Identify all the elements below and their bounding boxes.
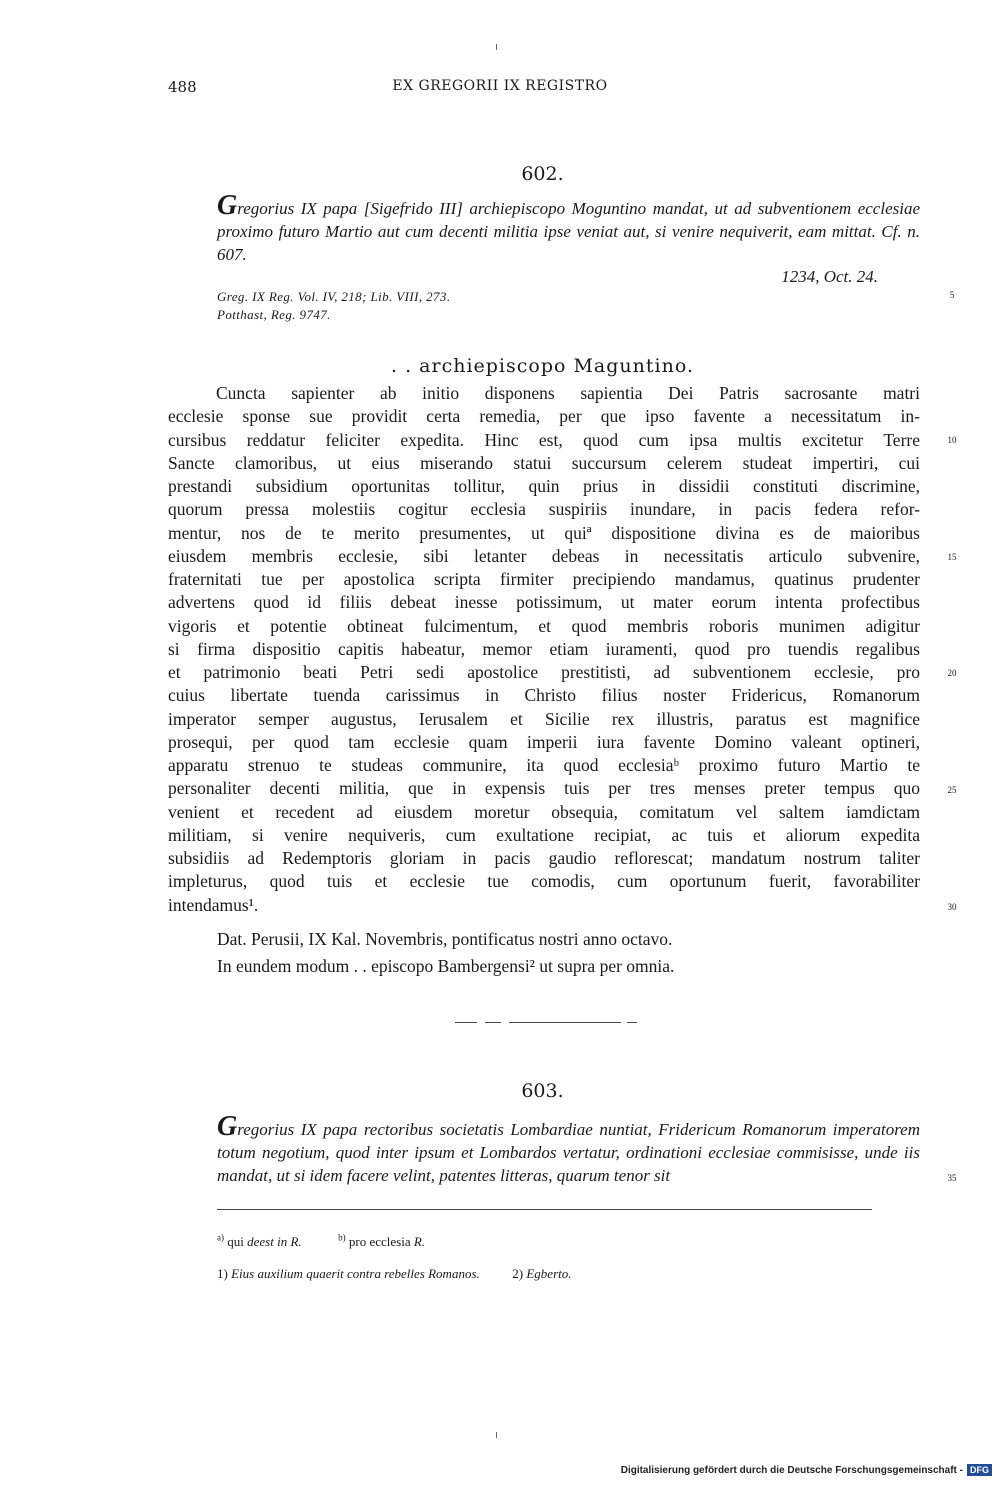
digitization-credit — [621, 1464, 992, 1476]
regest-initial: G — [217, 1111, 238, 1142]
regest-initial: G — [217, 190, 238, 221]
body-line: cuius libertate tuenda carissimus in Christo filius noster Fridericus, Romanorum — [168, 685, 920, 706]
body-line: et patrimonio beati Petri sedi apostolice prestitisti, ad subventionem ecclesie, pro — [168, 662, 920, 682]
line-number: 20 — [947, 668, 957, 678]
body-line: cursibus reddatur feliciter expedita. Hinc est, quod cum ipsa multis excitetur Terre — [168, 429, 920, 450]
body-line: militiam, si venire nequiveris, cum exultatione recipiat, ac tuis et aliorum expedita — [168, 824, 920, 845]
content-footnotes — [217, 1266, 572, 1282]
line-number: 5 — [949, 290, 955, 300]
page-tick-mark — [496, 44, 497, 50]
footnote-mark-a: a) — [217, 1232, 224, 1243]
line-number: 15 — [947, 552, 957, 562]
in-eundem-modum-clause: In eundem modum . . episcopo Bambergensi² ut supra per omnia. — [217, 956, 675, 976]
body-line: imperator semper augustus, Ierusalem et Sicilie rex illustris, paratus est magnifice — [168, 708, 920, 729]
page-tick-mark — [496, 1432, 497, 1438]
body-line: subsidiis ad Redemptoris gloriam in pacis gaudio reflorescat; mandatum nostrum taliter — [168, 848, 920, 868]
body-line: si firma dispositio capitis habeatur, memor etiam iuramenti, quod pro tuendis regalibus — [168, 638, 920, 659]
body-line: fraternitati tue per apostolica scripta firmiter precipiendo mandamus, quatinus prudenter — [168, 569, 920, 589]
body-line: intendamus¹. — [168, 894, 259, 915]
body-line: venient et recedent ad eiusdem moretur obsequia, comitatum vel saltem iamdictam — [168, 801, 920, 822]
body-line: prosequi, per quod tam ecclesie quam imperii iura favente Domino valeant optineri, — [168, 731, 920, 752]
dfg-logo: DFG — [967, 1464, 992, 1476]
footnote-b-note: R. — [413, 1234, 426, 1249]
body-line: apparatu strenuo te studeas communire, ita quod ecclesiaᵇ proximo futuro Martio te — [168, 755, 920, 775]
body-line: eiusdem membris ecclesie, sibi letanter debeas in necessitatis articulo subvenire, — [168, 545, 920, 566]
line-number: 10 — [947, 435, 957, 445]
body-line: prestandi subsidium oportunitas tollitur, quin prius in dissidii constituti discrimine, — [168, 476, 920, 496]
running-title: EX GREGORII IX REGISTRO — [392, 78, 608, 94]
document-date: 1234, Oct. 24. — [781, 267, 878, 286]
footnote-mark-b: b) — [338, 1232, 346, 1243]
document-number-603: 603. — [521, 1080, 564, 1102]
footnote-mark-1: 1) — [217, 1266, 228, 1281]
body-line: vigoris et potentie obtineat fulcimentum, et quod membris roboris munimen adigitur — [168, 615, 920, 636]
line-number: 30 — [947, 902, 957, 912]
document-number-602: 602. — [521, 163, 564, 185]
source-reference-1: Greg. IX Reg. Vol. IV, 218; Lib. VIII, 273. — [217, 289, 451, 304]
dating-clause: Dat. Perusii, IX Kal. Novembris, pontificatus nostri anno octavo. — [217, 929, 673, 949]
line-number: 35 — [947, 1173, 957, 1183]
body-line: Sancte clamoribus, ut eius miserando statui succursum celerem studeat impertiri, cui — [168, 452, 920, 473]
page-number: 488 — [168, 78, 197, 96]
textual-footnotes — [217, 1234, 425, 1250]
footnote-1-text: Eius auxilium quaerit contra rebelles Romanos. — [231, 1266, 480, 1281]
footnote-mark-2: 2) — [512, 1266, 524, 1281]
regest-text: regorius IX papa rectoribus societatis Lombardiae nuntiat, Fridericum Romanorum imperatorem totum negotium, quod inter ipsum et Lombardos vertatur, ordinationi ecclesiae commisisse, unde iis mandat, ut si idem facere velint, patentes litteras, quarum tenor sit — [217, 1120, 920, 1185]
regest-603 — [217, 1111, 920, 1187]
credit-text: Digitalisierung gefördert durch die Deutsche Forschungsgemeinschaft - — [620, 1464, 963, 1476]
body-line: Cuncta sapienter ab initio disponens sapientia Dei Patris sacrosante matri — [216, 383, 920, 403]
footnote-rule — [217, 1209, 872, 1210]
footnote-2-text: Egberto. — [526, 1266, 572, 1281]
body-line: personaliter decenti militia, que in expensis tuis per tres menses preter tempus quo — [168, 778, 920, 799]
body-line: quorum pressa molestiis cogitur ecclesia suspiriis inundare, in pacis federa refor- — [168, 499, 920, 520]
body-line: advertens quod id filiis debeat inesse potissimum, ut mater eorum intenta profectibus — [168, 592, 920, 613]
letter-address: . . archiepiscopo Maguntino. — [391, 355, 694, 377]
body-line: mentur, nos de te merito presumentes, ut quiª dispositione divina es de maioribus — [168, 522, 920, 543]
footnote-a-note: deest in R. — [247, 1234, 302, 1249]
source-reference-2: Potthast, Reg. 9747. — [217, 307, 331, 322]
regest-text: regorius IX papa [Sigefrido III] archiepiscopo Moguntino mandat, ut ad subventionem ecclesiae proximo futuro Martio aut cum decenti militia ipse veniat aut, si venire nequiverit, eam mittat. Cf. n. 607. — [217, 199, 920, 264]
footnote-a-text: qui — [227, 1234, 244, 1249]
line-number: 25 — [947, 785, 957, 795]
regest-602 — [217, 190, 920, 266]
body-line: ecclesie sponse sue providit certa remedia, per que ipso favente a necessitatum in- — [168, 406, 920, 427]
letter-body — [168, 382, 920, 917]
body-line: impleturus, quod tuis et ecclesie tue comodis, cum oportunum fuerit, favorabiliter — [168, 871, 920, 892]
footnote-b-text: pro ecclesia — [348, 1234, 411, 1249]
